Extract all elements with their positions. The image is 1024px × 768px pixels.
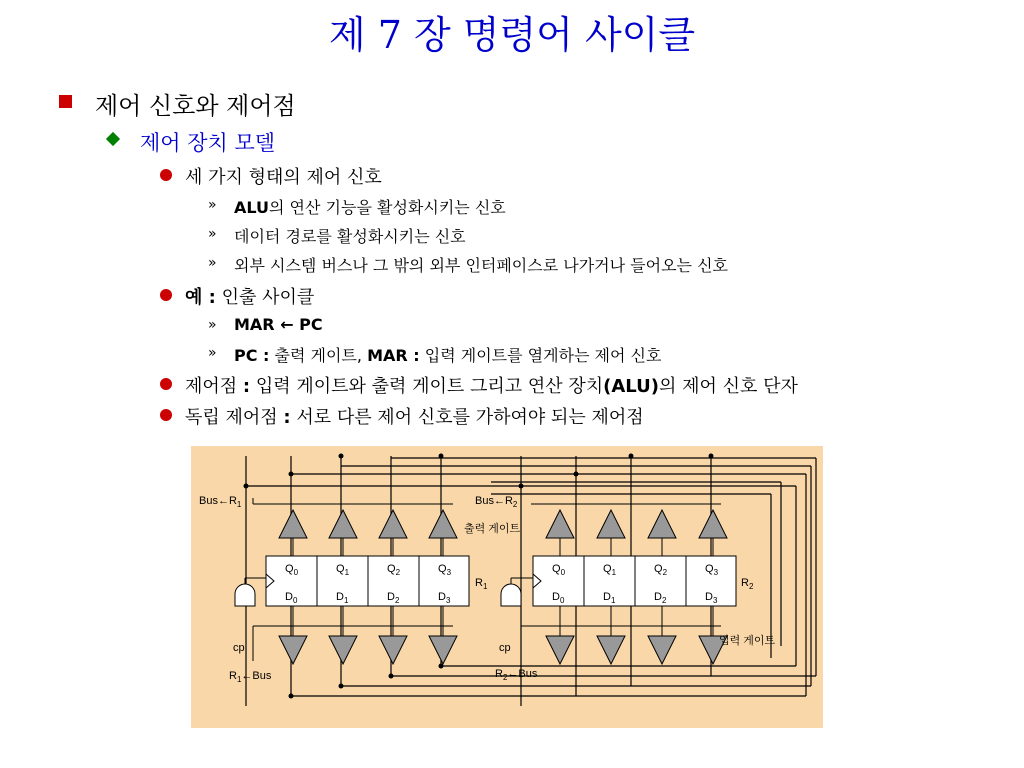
sub-alu-signal: ALU의 연산 기능을 활성화시키는 신호 — [234, 198, 506, 217]
raquo-bullet-icon: » — [208, 255, 217, 271]
svg-text:D3: $D_3$ — [438, 591, 451, 605]
raquo-bullet-icon: » — [208, 345, 217, 361]
input-gate-label: 입력 게이트 — [719, 635, 776, 647]
svg-text:D2: $D_2$ — [654, 591, 667, 605]
sub-external-signal: 외부 시스템 버스나 그 밖의 외부 인터페이스로 나가거나 들어오는 신호 — [234, 256, 728, 275]
cp-label-right: cp — [499, 642, 511, 654]
raquo-bullet-icon: » — [208, 226, 217, 242]
output-gate-label: 출력 게이트 — [464, 523, 521, 535]
svg-text:Q3: $Q_3$ — [438, 563, 452, 577]
slide-title: 제 7 장 명령어 사이클 — [328, 13, 696, 57]
r2-bus-label: $R_2\leftarrow Bus$ — [495, 668, 538, 682]
level2-heading: 제어 장치 모델 — [140, 131, 276, 155]
raquo-bullet-icon: » — [208, 197, 217, 213]
svg-text:Q0: $Q_0$ — [552, 563, 566, 577]
square-bullet-icon — [59, 95, 72, 108]
r2-label: $R_2$ — [741, 577, 754, 591]
svg-text:D1: $D_1$ — [336, 591, 349, 605]
svg-text:Q2: $Q_2$ — [387, 563, 401, 577]
level1-heading: 제어 신호와 제어점 — [95, 92, 296, 120]
bullet-control-point: 제어점 : 입력 게이트와 출력 게이트 그리고 연산 장치(ALU)의 제어 신호 단자 — [185, 376, 798, 397]
bullet-example: 예 : 인출 사이클 — [185, 287, 315, 308]
sub-pc-mar-gates: PC : 출력 게이트, MAR : 입력 게이트를 열게하는 제어 신호 — [234, 346, 662, 365]
circle-bullet-icon — [160, 378, 172, 390]
bus-r1-label: $Bus\leftarrow R_1$ — [199, 495, 242, 509]
circle-bullet-icon — [160, 169, 172, 181]
circle-bullet-icon — [160, 289, 172, 301]
bullet-signal-types: 세 가지 형태의 제어 신호 — [185, 167, 382, 188]
bus-r2-label: $Bus\leftarrow R_2$ — [475, 495, 518, 509]
svg-text:D3: $D_3$ — [705, 591, 718, 605]
svg-text:D0: $D_0$ — [552, 591, 565, 605]
svg-text:Q2: $Q_2$ — [654, 563, 668, 577]
r1-label: $R_1$ — [475, 577, 488, 591]
svg-text:D1: $D_1$ — [603, 591, 616, 605]
svg-text:D0: $D_0$ — [285, 591, 298, 605]
svg-text:Q3: $Q_3$ — [705, 563, 719, 577]
r1-bus-label: $R_1\leftarrow Bus$ — [229, 670, 272, 684]
svg-text:D2: $D_2$ — [387, 591, 400, 605]
cp-label-left: cp — [233, 642, 245, 654]
svg-text:Q0: $Q_0$ — [285, 563, 299, 577]
bullet-independent-control-point: 독립 제어점 : 서로 다른 제어 신호를 가하여야 되는 제어점 — [185, 407, 644, 428]
circle-bullet-icon — [160, 409, 172, 421]
diamond-bullet-icon — [106, 132, 120, 146]
svg-text:Q1: $Q_1$ — [336, 563, 350, 577]
sub-mar-pc: MAR ← PC — [234, 315, 323, 334]
sub-datapath-signal: 데이터 경로를 활성화시키는 신호 — [234, 227, 466, 246]
svg-text:Q1: $Q_1$ — [603, 563, 617, 577]
raquo-bullet-icon: » — [208, 317, 217, 333]
register-transfer-diagram — [191, 446, 823, 728]
